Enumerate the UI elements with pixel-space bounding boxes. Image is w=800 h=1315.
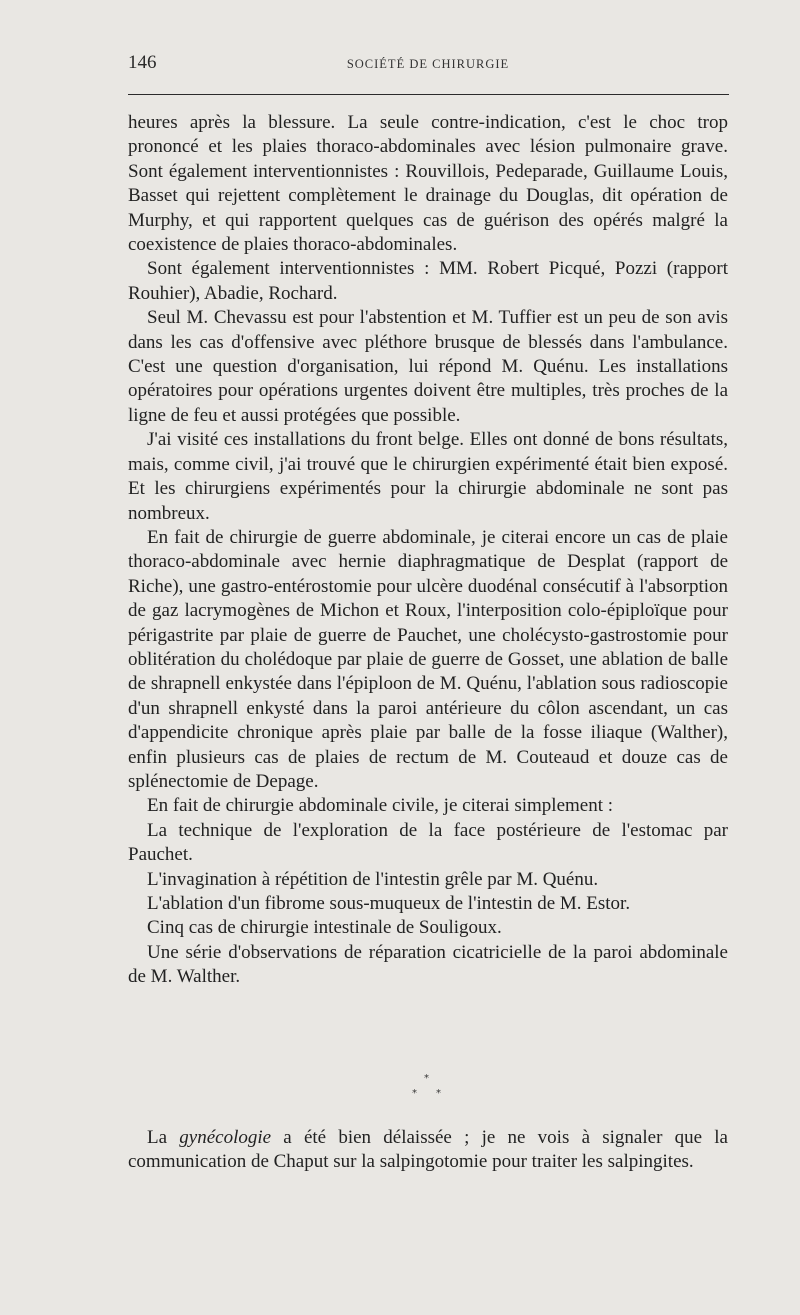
page-header [128,52,728,82]
paragraph: L'ablation d'un fibrome sous-muqueux de l'intestin de M. Estor. [147,893,631,914]
asterism-star-top: * [424,1073,429,1084]
paragraph: Une série d'observations de réparation cicatricielle de la paroi abdominale de M. Walther. [128,941,728,988]
running-title: SOCIÉTÉ DE CHIRURGIE [346,57,510,71]
section-asterism [390,1073,450,1109]
body-text [128,111,728,990]
header-rule [128,94,729,95]
closing-italic-term: gynécologie [179,1127,272,1148]
paragraph: Seul M. Chevassu est pour l'abstention et M. Tuffier est un peu de son avis dans les cas d'offensive avec pléthore brusque de blessés dans l'ambulance. C'est une question d'organisation, lui répond M. Quénu. Les installations opératoires pour opérations urgentes doivent être multiples, très proches de la ligne de feu et aussi protégées que possible. [128,307,728,426]
paragraph: En fait de chirurgie abdominale civile, je citerai simplement : [147,795,614,817]
asterism-star-left: * [412,1088,417,1099]
paragraph: En fait de chirurgie de guerre abdominale, je citerai encore un cas de plaie thoraco-abdominale avec hernie diaphragmatique de Desplat (rapport de Riche), une gastro-entérostomie pour ulcère duodénal consécutif à l'absorption de gaz lacrymogènes de Michon et Roux, l'interposition colo-épiploïque pour périgastrite par plaie de guerre de Pauchet, une cholécysto-gastrostomie pour oblitération du cholédoque par plaie de guerre de Gosset, une ablation de balle de shrapnell enkystée dans l'épiploon de M. Quénu, l'ablation sous radioscopie d'un shrapnell enkysté dans la paroi antérieure du côlon ascendant, un cas d'appendicite chronique après plaie par balle de la fosse iliaque (Walther), enfin plusieurs cas de plaies de rectum de M. Couteaud et douze cas de splénectomie de Depage. [128,526,728,792]
paragraph: Cinq cas de chirurgie intestinale de Souligoux. [147,917,502,939]
closing-paragraph [128,1126,728,1175]
page-number: 146 [128,52,157,73]
closing-rest: a été bien délaissée ; je ne vois à signaler que la communication de Chaput sur la salpingotomie pour traiter les salpingites. [128,1127,728,1173]
paragraph: Sont également interventionnistes : MM. Robert Picqué, Pozzi (rapport Rouhier), Abadie, Rochard. [128,258,728,304]
paragraph: heures après la blessure. La seule contre-indication, c'est le choc trop prononcé et les plaies thoraco-abdominales avec lésion pulmonaire grave. Sont également interventionnistes : Rouvillois, Pedeparade, Guillaume Louis, Basset qui rejettent complètement le drainage du Douglas, dit opération de Murphy, et qui rapportent quelques cas de guérison des opérés malgré la coexistence de plaies thoraco-abdominales. [128,112,728,256]
paragraph: La technique de l'exploration de la face postérieure de l'estomac par Pauchet. [128,819,728,866]
paragraph: L'invagination à répétition de l'intestin grêle par M. Quénu. [147,868,599,890]
closing-lead: La [147,1127,180,1148]
paragraph: J'ai visité ces installations du front belge. Elles ont donné de bons résultats, mais, comme civil, j'ai trouvé que le chirurgien expérimenté était bien exposé. Et les chirurgiens expérimentés pour la chirurgie abdominale ne sont pas nombreux. [128,429,728,524]
asterism-star-right: * [436,1088,441,1099]
